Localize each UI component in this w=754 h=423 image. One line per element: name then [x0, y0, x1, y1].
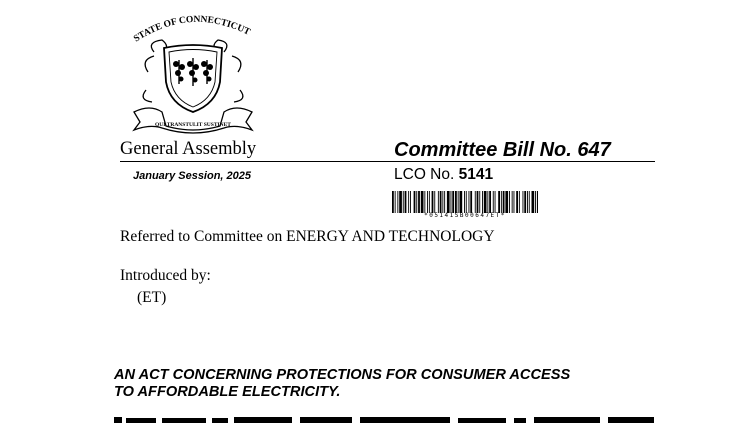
state-seal-icon	[126, 12, 260, 136]
barcode-bar	[451, 191, 452, 213]
barcode-bar	[458, 191, 459, 213]
barcode-bar	[460, 191, 463, 213]
barcode-bar	[519, 191, 520, 213]
barcode-bar	[469, 191, 470, 213]
barcode-bar	[432, 191, 434, 213]
barcode-bar	[434, 191, 435, 213]
barcode-bar	[532, 191, 535, 213]
barcode-bar	[392, 191, 394, 213]
barcode-bar	[442, 191, 443, 213]
barcode-bar	[537, 191, 538, 213]
barcode-bar	[408, 191, 409, 213]
barcode-bar	[524, 191, 526, 213]
lco-label: LCO No.	[394, 166, 455, 183]
seal-top-text: STATE OF CONNECTICUT	[132, 14, 252, 45]
barcode-bar	[484, 191, 487, 213]
cropped-text-line	[114, 413, 654, 423]
barcode-bar	[505, 191, 508, 213]
lco-value: 5141	[458, 166, 494, 183]
general-assembly-heading: General Assembly	[120, 139, 257, 159]
session-label: January Session, 2025	[133, 170, 252, 182]
barcode-bar	[414, 191, 416, 213]
barcode-bar	[501, 191, 502, 213]
barcode-bar	[421, 191, 424, 213]
barcode-bar	[477, 191, 479, 213]
barcode-bar	[399, 191, 402, 213]
barcode-bar	[529, 191, 530, 213]
act-title-line-2: TO AFFORDABLE ELECTRICITY.	[114, 384, 341, 400]
barcode-bar	[466, 191, 467, 213]
barcode-bar	[489, 191, 491, 213]
barcode-bar	[444, 191, 445, 213]
barcode-bar	[410, 191, 411, 213]
barcode-bar	[503, 191, 505, 213]
barcode-bar	[405, 191, 407, 213]
barcode-bar	[440, 191, 442, 213]
barcode-bar	[512, 191, 513, 213]
barcode-bar	[464, 191, 465, 213]
committee-referral: Referred to Committee on ENERGY AND TECHNOLOGY	[120, 228, 495, 245]
barcode-bar	[416, 191, 417, 213]
barcode-bar	[479, 191, 480, 213]
barcode-bar	[455, 191, 457, 213]
barcode-bar	[475, 191, 476, 213]
barcode-bar	[482, 191, 483, 213]
barcode-bar	[523, 191, 524, 213]
act-title-line-1: AN ACT CONCERNING PROTECTIONS FOR CONSUMER ACCESS	[114, 367, 571, 383]
barcode-bar	[424, 191, 425, 213]
barcode-bar	[516, 191, 518, 213]
barcode-bar	[495, 191, 496, 213]
barcode-text: *05141SB00647ET*	[424, 212, 506, 219]
header-rule	[120, 161, 655, 162]
barcode-bar	[487, 191, 488, 213]
barcode-bar	[397, 191, 398, 213]
barcode-bar	[429, 191, 430, 213]
sponsor: (ET)	[137, 289, 167, 306]
barcode-bar	[493, 191, 494, 213]
introduced-by-label: Introduced by:	[120, 267, 211, 284]
barcode-bar	[514, 191, 515, 213]
lco-number	[394, 166, 493, 184]
barcode-bar	[403, 191, 404, 213]
barcode-bar	[452, 191, 454, 213]
svg-text:STATE OF CONNECTICUT	[132, 15, 252, 45]
barcode-bar	[438, 191, 439, 213]
bill-number: Committee Bill No. 647	[394, 139, 611, 161]
barcode-bar	[498, 191, 500, 213]
barcode-bar	[527, 191, 528, 213]
barcode-bar	[447, 191, 450, 213]
barcode-bar	[509, 191, 510, 213]
barcode-bar	[470, 191, 472, 213]
barcode-bar	[418, 191, 420, 213]
barcode-bar	[535, 191, 536, 213]
barcode-bar	[427, 191, 428, 213]
barcode-icon	[392, 191, 538, 213]
seal-motto: QUI TRANSTULIT SUSTINET	[155, 122, 231, 128]
barcode-bar	[395, 191, 396, 213]
